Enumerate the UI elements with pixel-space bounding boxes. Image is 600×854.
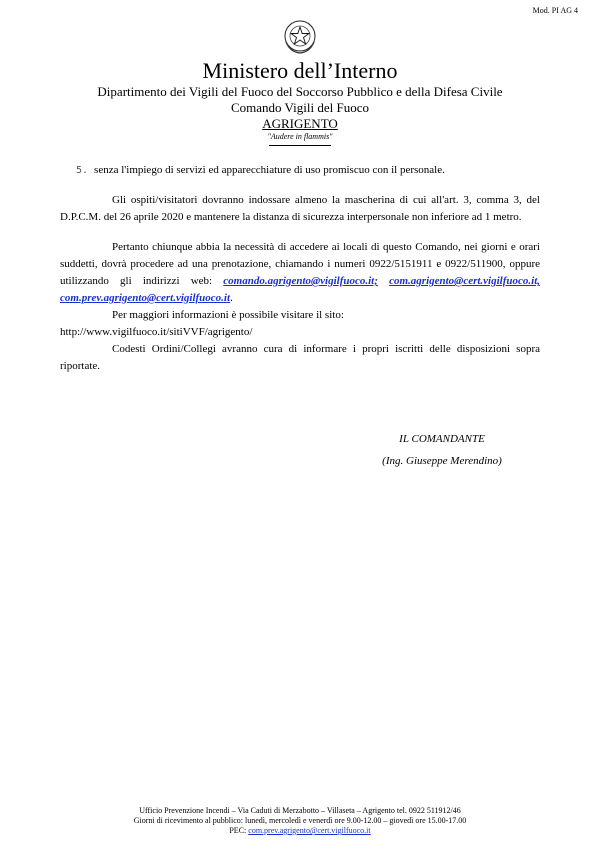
list-item-text: senza l'impiego di servizi ed apparecchiature di uso promiscuo con il personale. — [94, 164, 445, 176]
footer-address: Ufficio Prevenzione Incendi – Via Caduti di Merzabotto – Villaseta – Agrigento tel. 0922 511912/46 — [139, 806, 461, 815]
paragraph-mask-requirement: Gli ospiti/visitatori dovranno indossare almeno la mascherina di cui all'art. 3, comma 3, del D.P.C.M. del 26 aprile 2020 e mantenere la distanza di sicurezza interpersonale non inferiore ad 1 metro. — [60, 194, 540, 223]
pec-label: PEC: — [229, 826, 247, 835]
footer — [0, 806, 600, 836]
email-link-prev[interactable]: com.prev.agrigento@cert.vigilfuoco.it — [60, 292, 231, 304]
letter-body — [60, 162, 540, 375]
paragraph-info: Per maggiori informazioni è possibile visitare il sito: — [112, 309, 344, 321]
pec-link[interactable]: com.prev.agrigento@cert.vigilfuoco.it — [248, 826, 371, 835]
signature-block — [362, 428, 522, 472]
letterhead — [0, 58, 600, 146]
motto: "Audere in flammis" — [267, 132, 333, 141]
list-item-number: 5. — [76, 165, 89, 176]
module-code: Mod. PI AG 4 — [532, 6, 578, 15]
paragraph-closing: Codesti Ordini/Collegi avranno cura di informare i propri iscritti delle disposizioni sopra riportate. — [60, 343, 540, 372]
ministry-title: Ministero dell’Interno — [202, 58, 398, 83]
footer-hours: Giorni di ricevimento al pubblico: lunedì, mercoledì e venerdì ore 9.00-12.00 – giovedì ore 15.00-17.00 — [133, 816, 467, 825]
command-name: Comando Vigili del Fuoco — [230, 100, 369, 115]
signature-name: (Ing. Giuseppe Merendino) — [382, 455, 502, 467]
paragraph-booking — [60, 239, 540, 307]
email-link-comando[interactable]: comando.agrigento@vigilfuoco.it; — [223, 275, 378, 287]
footer-pec — [0, 826, 600, 836]
website-url[interactable]: http://www.vigilfuoco.it/sitiVVF/agrigento/ — [60, 326, 253, 338]
signature-title: IL COMANDANTE — [399, 433, 485, 445]
email-link-cert[interactable]: com.agrigento@cert.vigilfuoco.it, — [389, 275, 541, 287]
booking-text: Pertanto chiunque abbia la necessità di accedere ai locali di questo Comando, nei giorni e orari suddetti, dovrà procedere ad una prenotazione, chiamando i numeri 0922/5151911 e 0922/511900, oppure utilizzando gli indirizzi web: — [60, 241, 540, 287]
republic-emblem-icon — [280, 16, 320, 56]
department-name: Dipartimento dei Vigili del Fuoco del Soccorso Pubblico e della Difesa Civile — [97, 84, 503, 99]
list-item-5 — [76, 162, 540, 179]
city-name: AGRIGENTO — [262, 116, 338, 131]
booking-end: . — [230, 292, 233, 304]
header-divider — [269, 145, 331, 146]
